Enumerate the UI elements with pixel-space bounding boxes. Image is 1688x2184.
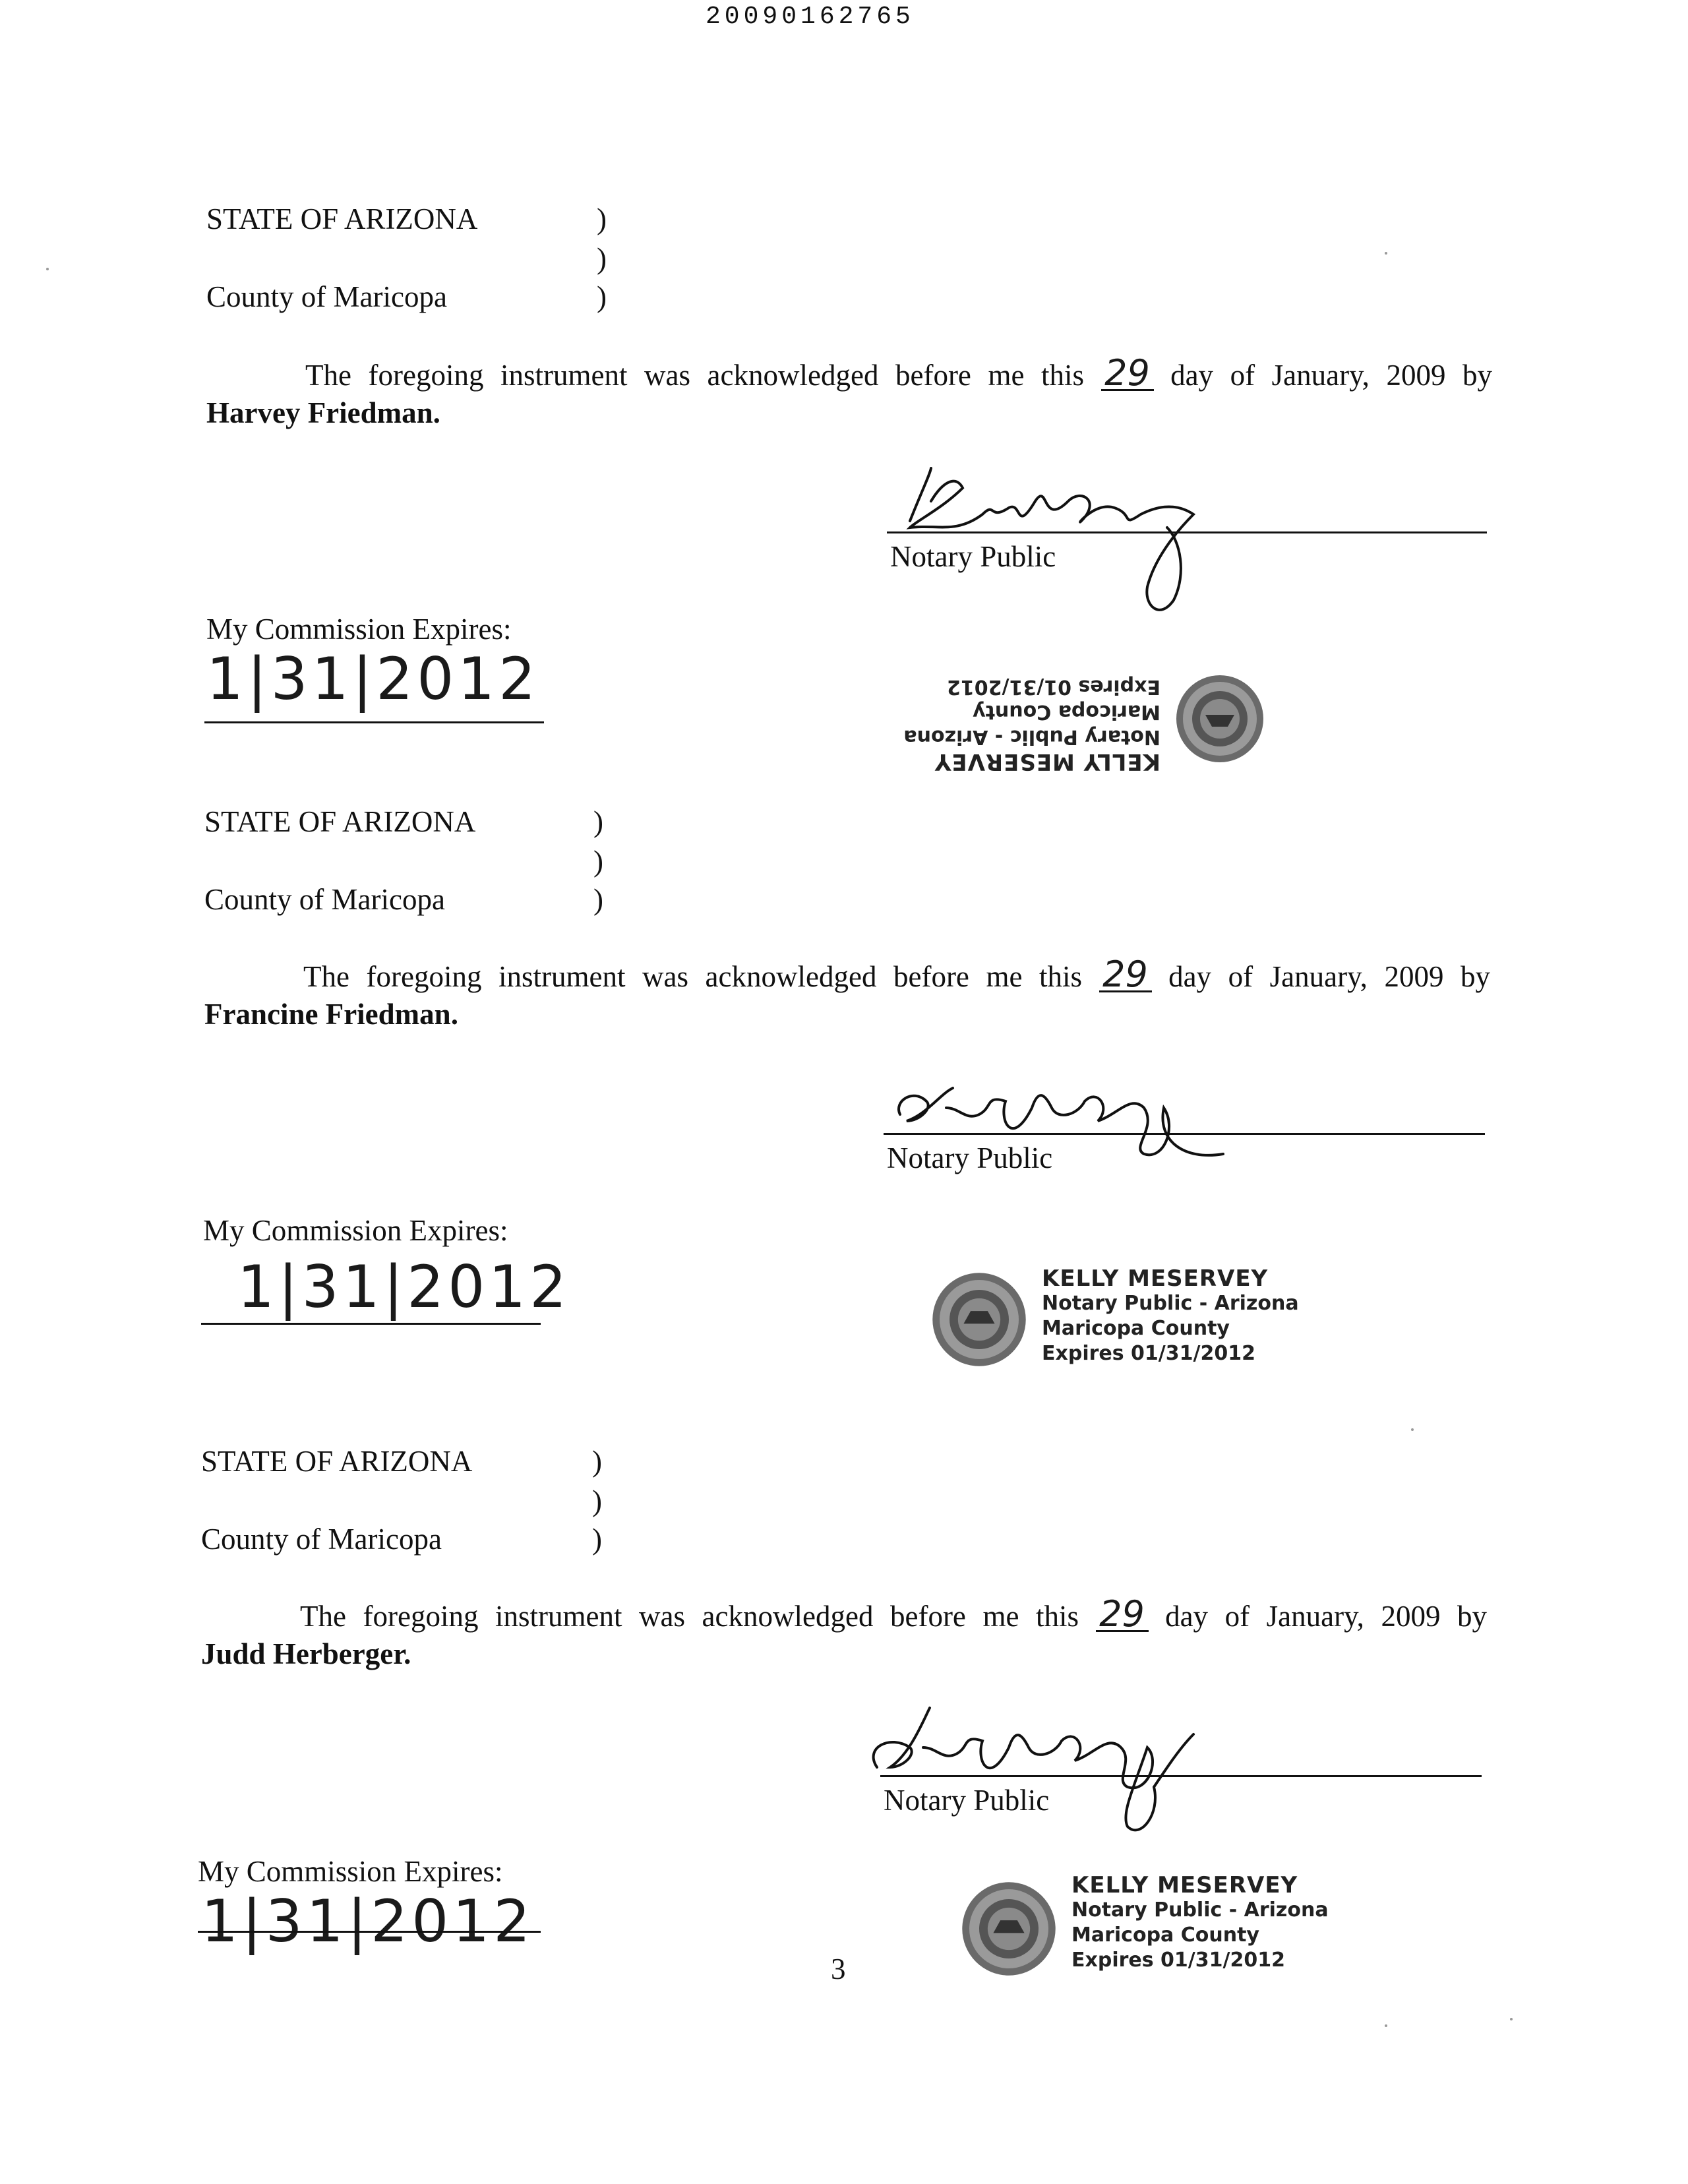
commission-expires-label: My Commission Expires: — [203, 1214, 508, 1247]
document-number: 20090162765 — [706, 3, 915, 31]
signer-name: Francine Friedman. — [204, 998, 458, 1031]
ack-tail: day of January, 2009 by — [1165, 1600, 1487, 1633]
signer-name: Harvey Friedman. — [206, 396, 440, 429]
commission-expires-label: My Commission Expires: — [206, 613, 512, 646]
notary-stamp — [959, 1872, 1329, 1998]
signature-line — [880, 1775, 1482, 1777]
paren: ) — [593, 805, 603, 838]
stamp-line: Notary Public - Arizona — [903, 725, 1160, 748]
scan-speck — [46, 268, 49, 270]
notary-seal-icon — [1174, 673, 1266, 765]
day-handwritten: 29 — [1096, 1598, 1149, 1632]
paren: ) — [592, 1484, 602, 1517]
signature-line — [884, 1133, 1485, 1135]
county-label: County of Maricopa — [201, 1523, 442, 1556]
ack-lead: The foregoing instrument was acknowledged before me this — [300, 1600, 1079, 1633]
notary-public-label: Notary Public — [887, 1141, 1053, 1174]
scan-speck — [1385, 252, 1387, 255]
stamp-name: KELLY MESERVEY — [1071, 1872, 1298, 1898]
notary-seal-icon — [959, 1879, 1058, 1978]
stamp-line: Maricopa County — [973, 700, 1160, 723]
page-number: 3 — [831, 1953, 846, 1986]
notary-stamp — [930, 1265, 1299, 1391]
paren: ) — [592, 1523, 602, 1556]
stamp-text — [1042, 1266, 1299, 1366]
notary-public-label: Notary Public — [884, 1784, 1050, 1817]
notary-public-label: Notary Public — [890, 540, 1056, 573]
commission-expires-date: 1|31|2012 — [206, 645, 540, 713]
ack-tail: day of January, 2009 by — [1170, 359, 1492, 392]
commission-line — [201, 1323, 541, 1325]
stamp-line: Expires 01/31/2012 — [947, 675, 1160, 698]
day-handwritten: 29 — [1099, 959, 1152, 992]
notary-stamp — [903, 659, 1266, 785]
signature-line — [887, 531, 1487, 533]
paren: ) — [593, 883, 603, 916]
paren: ) — [593, 845, 603, 878]
paren: ) — [592, 1445, 602, 1478]
scan-speck — [1411, 1428, 1414, 1431]
commission-expires-label: My Commission Expires: — [198, 1855, 503, 1888]
stamp-line: Notary Public - Arizona — [1042, 1292, 1299, 1315]
day-handwritten: 29 — [1101, 357, 1154, 391]
acknowledgment-text — [300, 1593, 1487, 1635]
stamp-line: Expires 01/31/2012 — [1042, 1342, 1255, 1365]
paren: ) — [597, 202, 607, 235]
stamp-line: Notary Public - Arizona — [1071, 1898, 1329, 1922]
commission-expires-date: 1|31|2012 — [237, 1253, 571, 1321]
stamp-line: Maricopa County — [1042, 1317, 1230, 1340]
paren: ) — [597, 280, 607, 313]
county-label: County of Maricopa — [206, 280, 447, 313]
stamp-line: Expires 01/31/2012 — [1071, 1949, 1285, 1972]
stamp-line: Maricopa County — [1071, 1924, 1259, 1947]
stamp-text — [1071, 1873, 1329, 1973]
signer-name: Judd Herberger. — [201, 1637, 411, 1670]
ack-tail: day of January, 2009 by — [1168, 960, 1490, 993]
notary-signature — [851, 1695, 1259, 1853]
paren: ) — [597, 242, 607, 275]
acknowledgment-text — [305, 352, 1492, 394]
ack-lead: The foregoing instrument was acknowledged before me this — [303, 960, 1082, 993]
stamp-text — [903, 674, 1160, 774]
acknowledgment-text — [303, 954, 1490, 996]
commission-line — [204, 721, 544, 723]
ack-lead: The foregoing instrument was acknowledged before me this — [305, 359, 1084, 392]
state-label: STATE OF ARIZONA — [206, 202, 478, 235]
scan-speck — [1385, 2024, 1387, 2027]
county-label: County of Maricopa — [204, 883, 445, 916]
state-label: STATE OF ARIZONA — [204, 805, 476, 838]
state-label: STATE OF ARIZONA — [201, 1445, 473, 1478]
notary-seal-icon — [930, 1270, 1029, 1369]
stamp-name: KELLY MESERVEY — [1042, 1265, 1269, 1292]
scan-speck — [1510, 2018, 1513, 2020]
stamp-name: KELLY MESERVEY — [934, 748, 1160, 775]
commission-line — [198, 1931, 541, 1933]
commission-expires-date: 1|31|2012 — [201, 1887, 535, 1955]
